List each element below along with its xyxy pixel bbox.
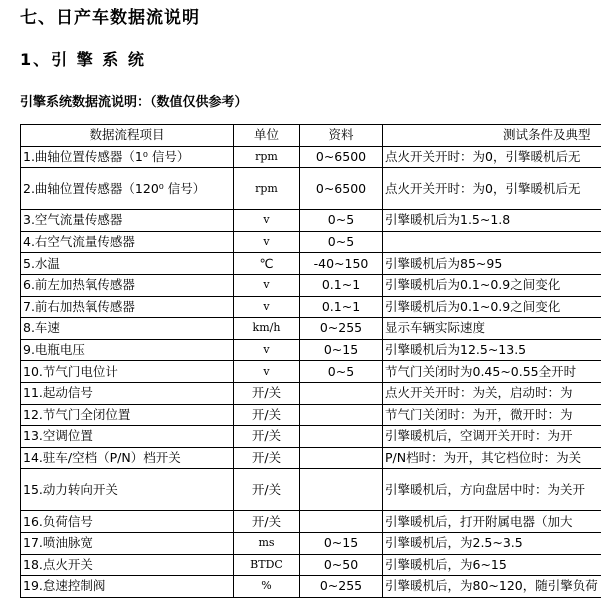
table-row [21, 576, 601, 598]
cell-item: 9.电瓶电压 [21, 339, 234, 361]
cell-data: 0.1~1 [300, 274, 383, 296]
cell-data [300, 382, 383, 404]
cell-condition: 引擎暖机后，为2.5~3.5 [383, 532, 601, 554]
cell-condition: 引擎暖机后，打开附属电器（加大 [383, 511, 601, 533]
cell-condition: 显示车辆实际速度 [383, 318, 601, 340]
cell-condition: 引擎暖机后为12.5~13.5 [383, 339, 601, 361]
cell-unit: v [234, 231, 300, 253]
cell-condition: 点火开关开时：为0，引擎暖机后无 [383, 146, 601, 168]
cell-item: 4.右空气流量传感器 [21, 231, 234, 253]
table-row [21, 274, 601, 296]
table-row [21, 361, 601, 383]
table-row [21, 168, 601, 210]
cell-data: 0~15 [300, 339, 383, 361]
cell-item: 16.负荷信号 [21, 511, 234, 533]
table-row [21, 511, 601, 533]
cell-condition: 引擎暖机后，为80~120，随引擎负荷 [383, 576, 601, 598]
cell-data: 0~6500 [300, 146, 383, 168]
cell-unit: v [234, 210, 300, 232]
cell-condition: 点火开关开时：为0，引擎暖机后无 [383, 168, 601, 210]
cell-data: 0~15 [300, 532, 383, 554]
cell-unit: v [234, 361, 300, 383]
table-header-row [21, 125, 601, 147]
table-row [21, 339, 601, 361]
cell-data: 0~5 [300, 210, 383, 232]
cell-condition: 引擎暖机后，为6~15 [383, 554, 601, 576]
cell-unit: 开/关 [234, 447, 300, 469]
cell-data [300, 404, 383, 426]
cell-unit: ℃ [234, 253, 300, 275]
cell-item: 3.空气流量传感器 [21, 210, 234, 232]
cell-condition: 点火开关开时：为关，启动时：为 [383, 382, 601, 404]
cell-unit: v [234, 296, 300, 318]
cell-condition: 引擎暖机后为0.1~0.9之间变化 [383, 274, 601, 296]
header-condition: 测试条件及典型 [383, 125, 601, 147]
cell-unit: rpm [234, 168, 300, 210]
cell-item: 1.曲轴位置传感器（1⁰ 信号） [21, 146, 234, 168]
cell-data: 0~50 [300, 554, 383, 576]
cell-data: 0~5 [300, 231, 383, 253]
cell-item: 19.怠速控制阀 [21, 576, 234, 598]
cell-unit: % [234, 576, 300, 598]
cell-unit: 开/关 [234, 404, 300, 426]
cell-data [300, 511, 383, 533]
cell-condition: P/N档时：为开，其它档位时：为关 [383, 447, 601, 469]
cell-unit: 开/关 [234, 511, 300, 533]
cell-unit: 开/关 [234, 469, 300, 511]
chapter-title: 七、日产车数据流说明 [20, 8, 200, 28]
table-row [21, 469, 601, 511]
cell-condition: 引擎暖机后为0.1~0.9之间变化 [383, 296, 601, 318]
data-stream-table-container [20, 124, 601, 605]
cell-condition: 引擎暖机后，方向盘居中时：为关开 [383, 469, 601, 511]
cell-unit: rpm [234, 146, 300, 168]
cell-item: 5.水温 [21, 253, 234, 275]
table-row [21, 318, 601, 340]
cell-item: 10.节气门电位计 [21, 361, 234, 383]
cell-condition: 引擎暖机后为1.5~1.8 [383, 210, 601, 232]
cell-condition: 节气门关闭时：为开，微开时：为 [383, 404, 601, 426]
cell-item: 12.节气门全闭位置 [21, 404, 234, 426]
cell-data: 0.1~1 [300, 296, 383, 318]
cell-data: 0~255 [300, 576, 383, 598]
cell-data [300, 426, 383, 448]
table-row [21, 382, 601, 404]
cell-data: 0~255 [300, 318, 383, 340]
header-unit: 单位 [234, 125, 300, 147]
cell-item: 7.前右加热氧传感器 [21, 296, 234, 318]
table-row [21, 554, 601, 576]
cell-data: 0~5 [300, 361, 383, 383]
data-stream-table [20, 124, 601, 598]
cell-item: 17.喷油脉宽 [21, 532, 234, 554]
cell-condition [383, 231, 601, 253]
cell-item: 11.起动信号 [21, 382, 234, 404]
cell-condition: 引擎暖机后，空调开关开时：为开 [383, 426, 601, 448]
cell-condition: 引擎暖机后为85~95 [383, 253, 601, 275]
table-row [21, 296, 601, 318]
cell-item: 8.车速 [21, 318, 234, 340]
table-row [21, 253, 601, 275]
table-row [21, 210, 601, 232]
header-item: 数据流程项目 [21, 125, 234, 147]
cell-unit: 开/关 [234, 426, 300, 448]
section-title: 1、引 擎 系 统 [20, 50, 146, 69]
cell-unit: km/h [234, 318, 300, 340]
cell-item: 13.空调位置 [21, 426, 234, 448]
cell-unit: BTDC [234, 554, 300, 576]
cell-item: 18.点火开关 [21, 554, 234, 576]
cell-item: 15.动力转向开关 [21, 469, 234, 511]
table-row [21, 426, 601, 448]
cell-data: 0~6500 [300, 168, 383, 210]
cell-unit: v [234, 339, 300, 361]
table-row [21, 146, 601, 168]
cell-item: 2.曲轴位置传感器（120⁰ 信号） [21, 168, 234, 210]
cell-unit: ms [234, 532, 300, 554]
cell-data [300, 447, 383, 469]
table-row [21, 404, 601, 426]
table-caption: 引擎系统数据流说明：（数值仅供参考） [20, 95, 248, 110]
cell-condition: 节气门关闭时为0.45~0.55全开时 [383, 361, 601, 383]
cell-data [300, 469, 383, 511]
cell-item: 14.驻车/空档（P/N）档开关 [21, 447, 234, 469]
cell-item: 6.前左加热氧传感器 [21, 274, 234, 296]
table-row [21, 447, 601, 469]
header-data: 资料 [300, 125, 383, 147]
table-row [21, 231, 601, 253]
table-body [21, 146, 601, 597]
cell-unit: 开/关 [234, 382, 300, 404]
table-row [21, 532, 601, 554]
cell-data: -40~150 [300, 253, 383, 275]
cell-unit: v [234, 274, 300, 296]
